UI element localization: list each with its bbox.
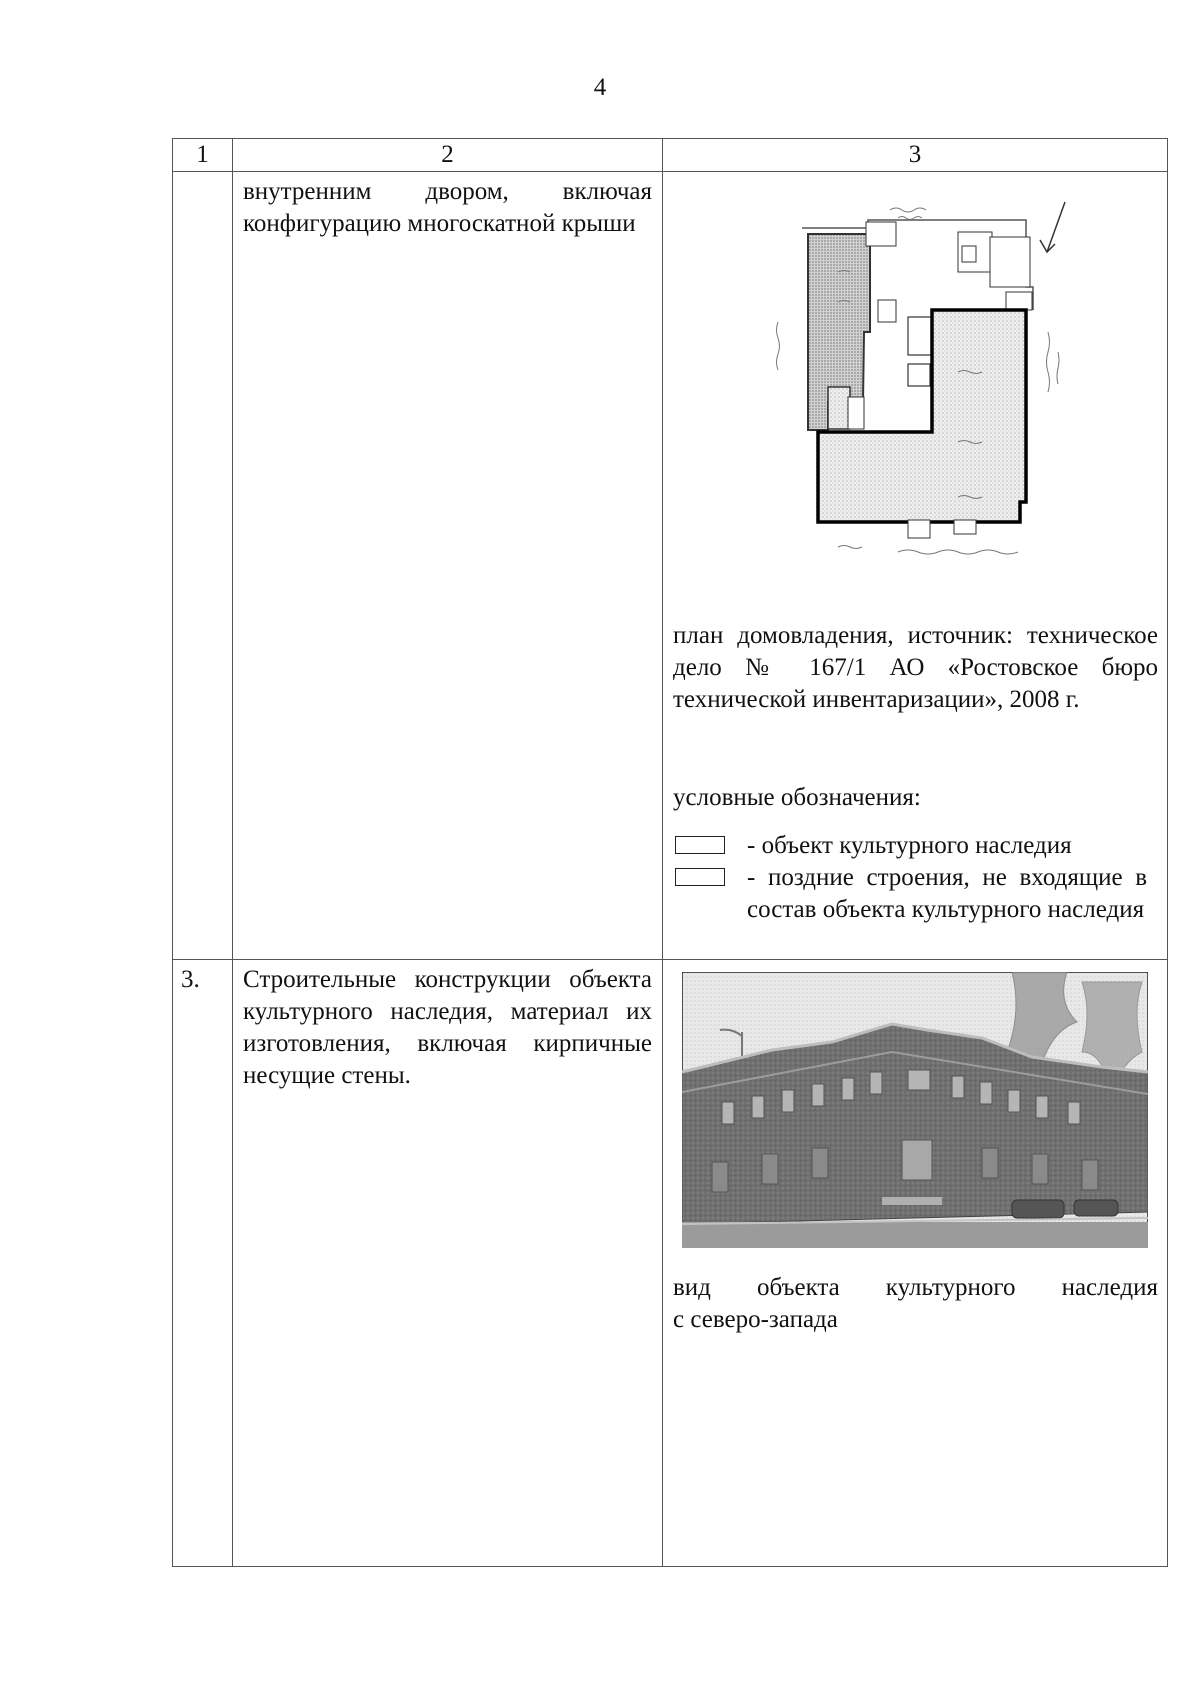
legend-label: - поздние строения, не входящие в состав объекта культурного наследия xyxy=(747,864,1147,923)
row-description: Строительные конструкции объекта культурного наследия, материал их изготовления, включая кирпичные несущие стены. xyxy=(243,966,652,1089)
row-number xyxy=(173,172,232,176)
plan-caption: план домовладения, источник: техническое дело № 167/1 АО «Ростовское бюро технической инвентаризации», 2008 г. xyxy=(673,622,1158,713)
column-header-2: 2 xyxy=(233,139,663,172)
illustration-cell xyxy=(663,960,1168,1567)
description-cell xyxy=(233,960,663,1567)
legend-label: - объект культурного наследия xyxy=(747,832,1072,859)
description-cell xyxy=(233,172,663,960)
photo-caption-line-2: с северо-запада xyxy=(673,1306,838,1333)
plan-figure xyxy=(663,172,1167,959)
row-number-cell xyxy=(173,172,233,960)
photo-figure xyxy=(663,960,1167,1566)
column-header-3: 3 xyxy=(663,139,1168,172)
illustration-cell xyxy=(663,172,1168,960)
page-number: 4 xyxy=(593,74,607,101)
row-description: внутренним двором, включая конфигурацию многоскатной крыши xyxy=(243,178,652,237)
building-photo xyxy=(682,972,1148,1248)
table-header-row xyxy=(173,139,1168,172)
legend-swatch-heritage xyxy=(675,836,725,854)
photo-caption xyxy=(673,1272,1158,1336)
heritage-table xyxy=(172,138,1168,1567)
table-row xyxy=(173,172,1168,960)
table-row xyxy=(173,960,1168,1567)
photo-caption-line-1: вид объекта культурного наследия xyxy=(673,1274,1158,1301)
legend-swatch-later xyxy=(675,868,725,886)
site-plan-drawing xyxy=(758,192,1078,582)
legend-title: условные обозначения: xyxy=(673,784,921,811)
column-header-1: 1 xyxy=(173,139,233,172)
row-number: 3. xyxy=(181,966,200,993)
row-number-cell xyxy=(173,960,233,1567)
